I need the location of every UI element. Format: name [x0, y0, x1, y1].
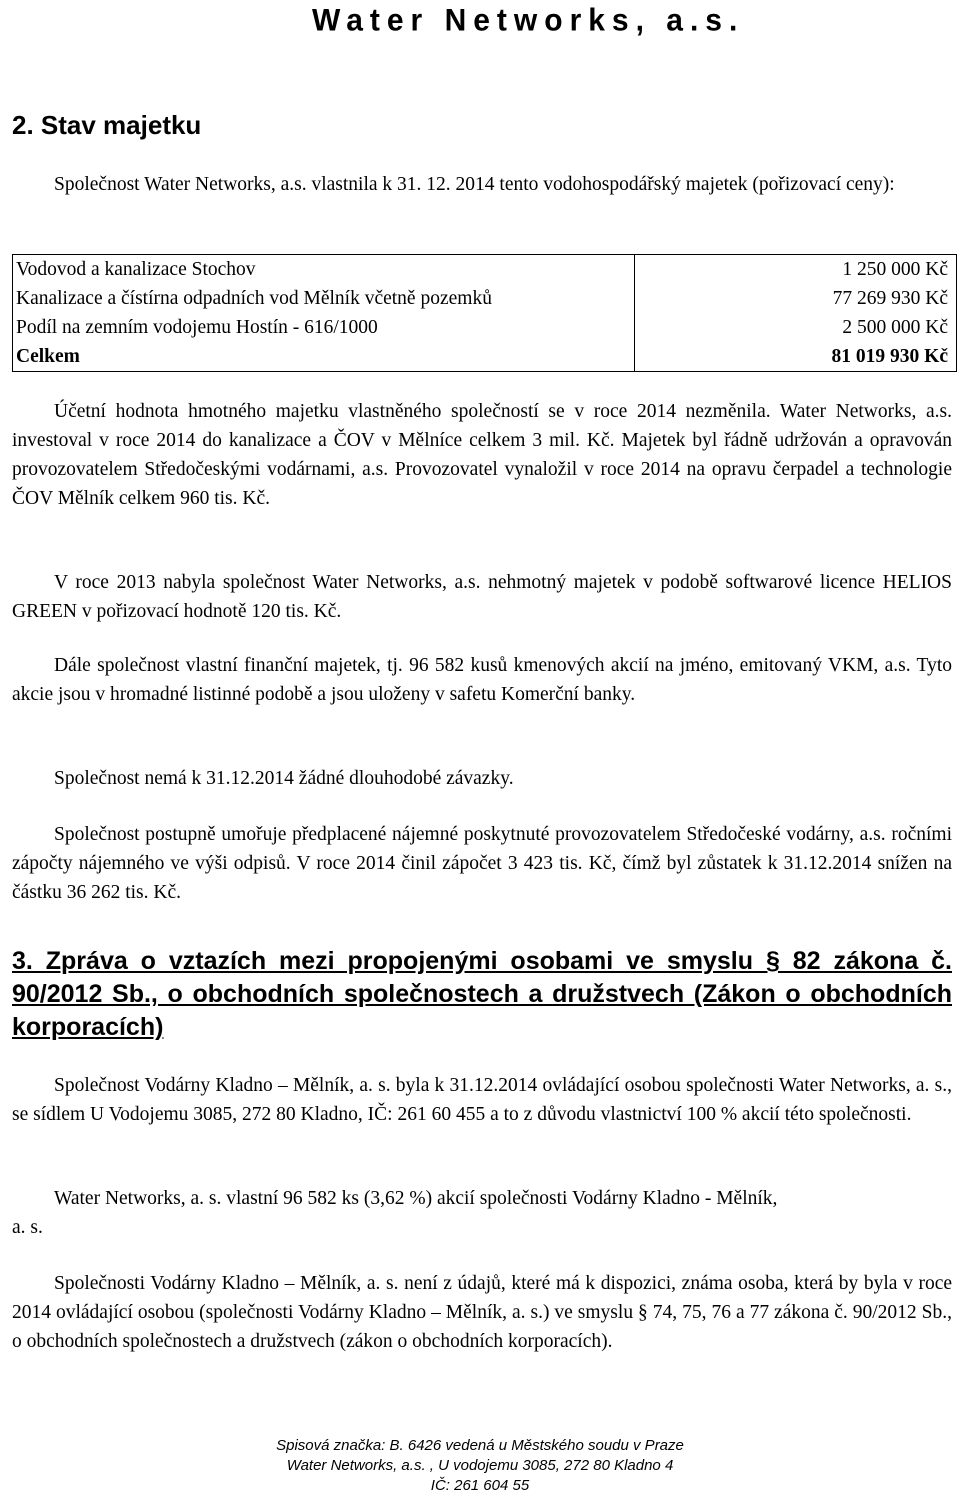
section-2-heading: 2. Stav majetku	[12, 110, 202, 140]
asset-value: 2 500 000 Kč	[635, 313, 957, 342]
footer-registration: Spisová značka: B. 6426 vedená u Městského soudu v Praze	[276, 1437, 684, 1454]
paragraph-no-liabilities: Společnost nemá k 31.12.2014 žádné dlouhodobé závazky.	[54, 768, 514, 789]
asset-total-label: Celkem	[13, 342, 635, 372]
paragraph-prepaid-rent: Společnost postupně umořuje předplacené nájemné poskytnuté provozovatelem Středočeské vodárny, a.s. ročními zápočty nájemného ve výši odpisů. V roce 2014 činil zápočet 3 423 tis. Kč, čímž byl zůstatek k 31.12.2014 snížen na částku 36 262 tis. Kč.	[12, 824, 952, 903]
paragraph-financial-asset: Dále společnost vlastní finanční majetek, tj. 96 582 kusů kmenových akcií na jméno, emitovaný VKM, a.s. Tyto akcie jsou v hromadné listinné podobě a jsou uloženy v safetu Komerční banky.	[12, 655, 952, 705]
section-3-heading: 3. Zpráva o vztazích mezi propojenými osobami ve smyslu § 82 zákona č. 90/2012 Sb., o obchodních společnostech a družstvech (Zákon o obchodních korporacích)	[12, 947, 952, 1041]
assets-table	[12, 254, 957, 372]
asset-name: Kanalizace a čístírna odpadních vod Mělník včetně pozemků	[13, 284, 635, 313]
footer-address: Water Networks, a.s. , U vodojemu 3085, 272 80 Kladno 4	[286, 1457, 674, 1474]
asset-row	[13, 313, 957, 342]
asset-row	[13, 284, 957, 313]
paragraph-shares-held: Water Networks, a. s. vlastní 96 582 ks (3,62 %) akcií společnosti Vodárny Kladno - Mělník,	[54, 1188, 778, 1209]
footer-company-id: IČ: 261 604 55	[430, 1477, 530, 1494]
asset-value: 1 250 000 Kč	[635, 255, 957, 285]
asset-name: Vodovod a kanalizace Stochov	[13, 255, 635, 285]
asset-total-row	[13, 342, 957, 372]
paragraph-controlling-entity: Společnost Vodárny Kladno – Mělník, a. s. byla k 31.12.2014 ovládající osobou společnosti Water Networks, a. s., se sídlem U Vodojemu 3085, 272 80 Kladno, IČ: 261 60 455 a to z důvodu vlastnictví 100 % akcií této společnosti.	[12, 1075, 952, 1125]
asset-name: Podíl na zemním vodojemu Hostín - 616/1000	[13, 313, 635, 342]
company-header-title: Water Networks, a.s.	[312, 3, 745, 38]
asset-value: 77 269 930 Kč	[635, 284, 957, 313]
section-2-intro: Společnost Water Networks, a.s. vlastnila k 31. 12. 2014 tento vodohospodářský majetek (pořizovací ceny):	[54, 174, 895, 195]
page-footer	[0, 1436, 960, 1496]
paragraph-book-value: Účetní hodnota hmotného majetku vlastněného společností se v roce 2014 nezměnila. Water Networks, a.s. investoval v roce 2014 do kanalizace a ČOV v Mělníce celkem 3 mil. Kč. Majetek byl řádně udržován a opravován provozovatelem Středočeskými vodárnami, a.s. Provozovatel vynaložil v roce 2014 na opravu čerpadel a technologie ČOV Mělník celkem 960 tis. Kč.	[12, 401, 952, 509]
paragraph-shares-held-continuation: a. s.	[12, 1217, 43, 1238]
asset-row	[13, 255, 957, 285]
paragraph-intangible-asset: V roce 2013 nabyla společnost Water Networks, a.s. nehmotný majetek v podobě softwarové licence HELIOS GREEN v pořizovací hodnotě 120 tis. Kč.	[12, 572, 952, 622]
asset-total-value: 81 019 930 Kč	[635, 342, 957, 372]
paragraph-unknown-controlling-person: Společnosti Vodárny Kladno – Mělník, a. s. není z údajů, které má k dispozici, známa osoba, která by byla v roce 2014 ovládající osobou (společnosti Vodárny Kladno – Mělník, a. s.) ve smyslu § 74, 75, 76 a 77 zákona č. 90/2012 Sb., o obchodních společnostech a družstvech (zákon o obchodních korporacích).	[12, 1273, 952, 1352]
